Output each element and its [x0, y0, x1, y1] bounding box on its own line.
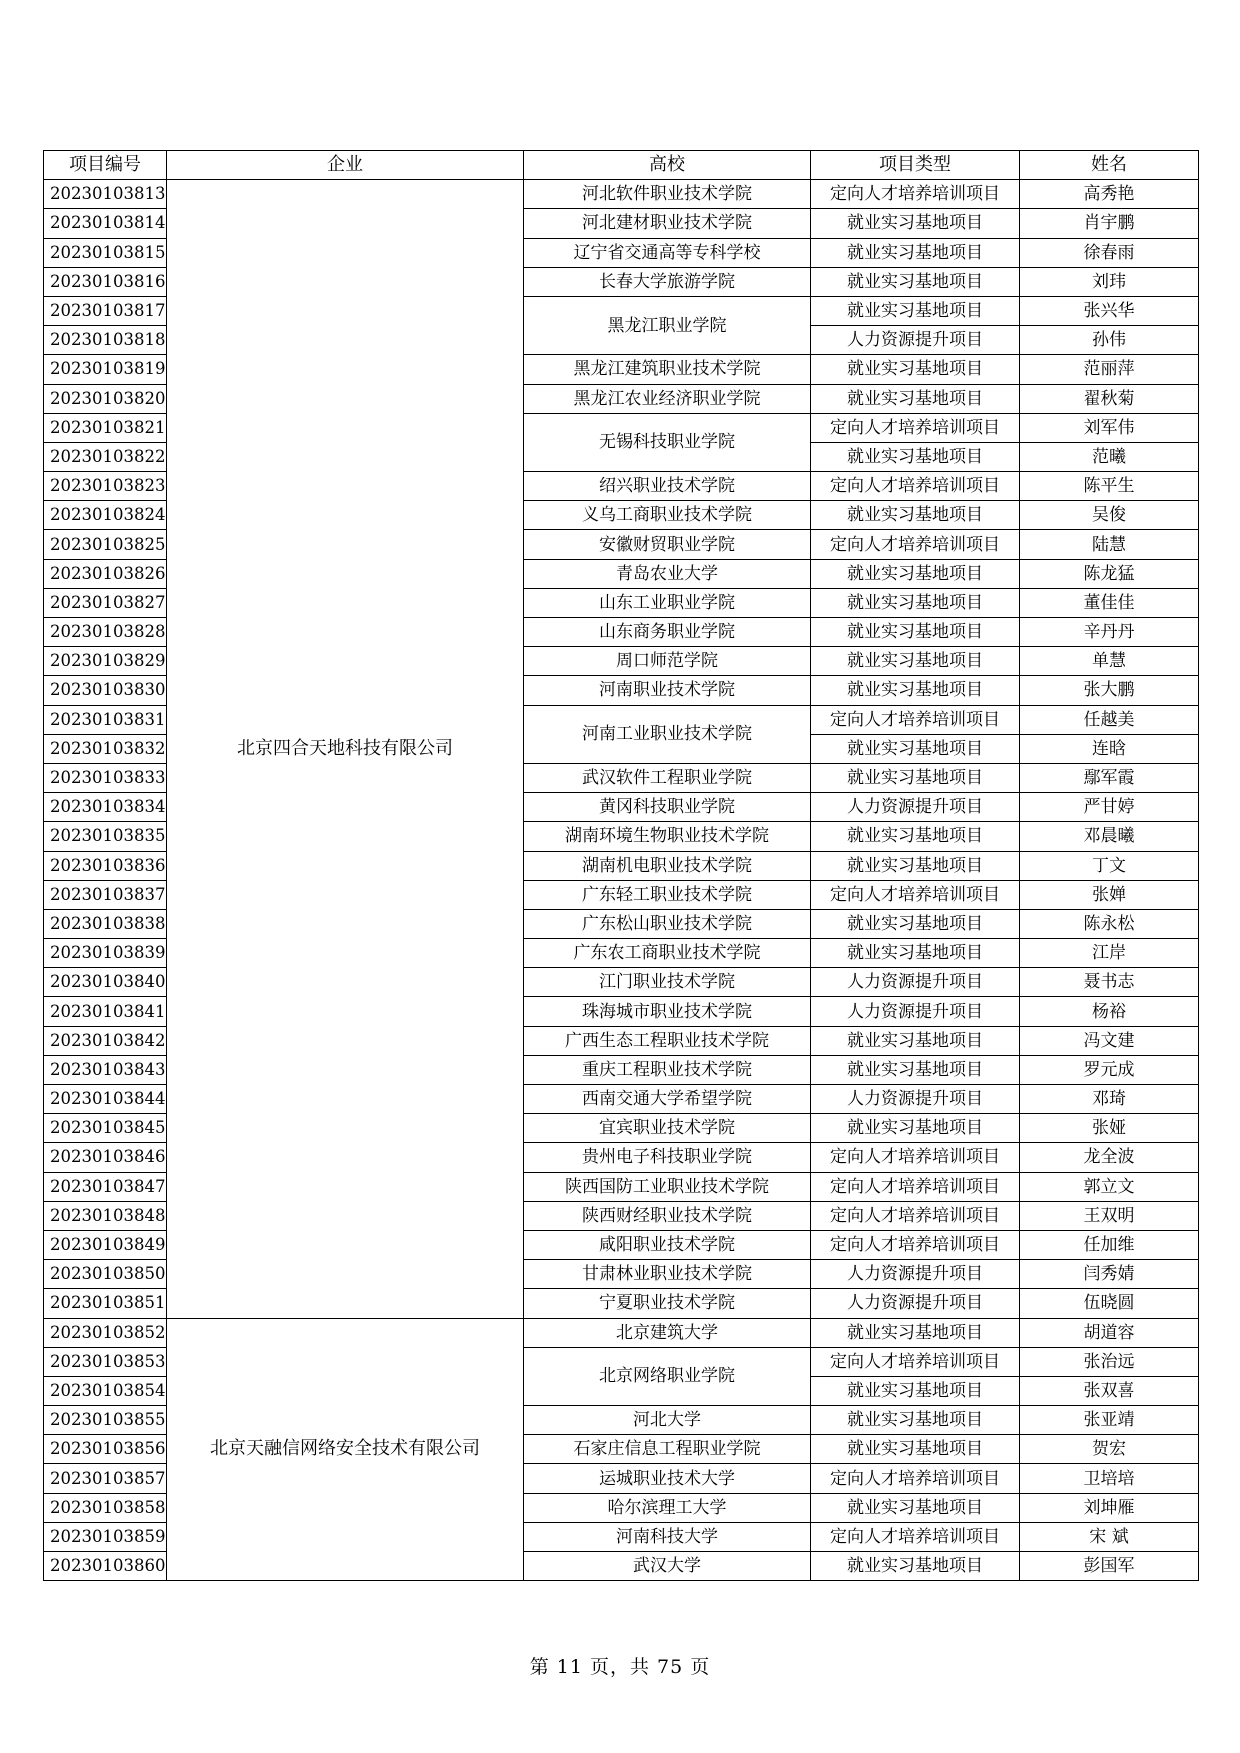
- project-table: [43, 150, 1199, 1581]
- project-type-cell: 定向人才培养培训项目: [811, 1172, 1020, 1201]
- school-cell: 北京网络职业学院: [524, 1347, 811, 1405]
- project-id-cell: 20230103854: [44, 1376, 167, 1405]
- project-type-cell: 人力资源提升项目: [811, 968, 1020, 997]
- project-id-cell: 20230103859: [44, 1522, 167, 1551]
- school-cell: 陕西国防工业职业技术学院: [524, 1172, 811, 1201]
- school-cell: 湖南机电职业技术学院: [524, 851, 811, 880]
- project-type-cell: 就业实习基地项目: [811, 1552, 1020, 1581]
- school-cell: 河南科技大学: [524, 1522, 811, 1551]
- project-type-cell: 就业实习基地项目: [811, 1114, 1020, 1143]
- project-id-cell: 20230103813: [44, 180, 167, 209]
- school-cell: 陕西财经职业技术学院: [524, 1201, 811, 1230]
- school-cell: 贵州电子科技职业学院: [524, 1143, 811, 1172]
- school-cell: 广西生态工程职业技术学院: [524, 1026, 811, 1055]
- project-type-cell: 人力资源提升项目: [811, 793, 1020, 822]
- school-cell: 绍兴职业技术学院: [524, 472, 811, 501]
- project-id-cell: 20230103851: [44, 1289, 167, 1318]
- school-cell: 山东商务职业学院: [524, 618, 811, 647]
- project-id-cell: 20230103845: [44, 1114, 167, 1143]
- project-id-cell: 20230103825: [44, 530, 167, 559]
- school-cell: 黑龙江建筑职业技术学院: [524, 355, 811, 384]
- project-id-cell: 20230103840: [44, 968, 167, 997]
- person-name-cell: 范曦: [1020, 442, 1199, 471]
- project-id-cell: 20230103822: [44, 442, 167, 471]
- person-name-cell: 吴俊: [1020, 501, 1199, 530]
- school-cell: 黑龙江农业经济职业学院: [524, 384, 811, 413]
- project-id-cell: 20230103860: [44, 1552, 167, 1581]
- person-name-cell: 张兴华: [1020, 296, 1199, 325]
- person-name-cell: 邓晨曦: [1020, 822, 1199, 851]
- project-type-cell: 就业实习基地项目: [811, 588, 1020, 617]
- person-name-cell: 闫秀婧: [1020, 1260, 1199, 1289]
- person-name-cell: 陈平生: [1020, 472, 1199, 501]
- project-id-cell: 20230103848: [44, 1201, 167, 1230]
- project-type-cell: 就业实习基地项目: [811, 763, 1020, 792]
- project-id-cell: 20230103835: [44, 822, 167, 851]
- project-type-cell: 就业实习基地项目: [811, 1406, 1020, 1435]
- project-type-cell: 定向人才培养培训项目: [811, 472, 1020, 501]
- project-id-cell: 20230103824: [44, 501, 167, 530]
- project-id-cell: 20230103827: [44, 588, 167, 617]
- project-id-cell: 20230103853: [44, 1347, 167, 1376]
- school-cell: 河北软件职业技术学院: [524, 180, 811, 209]
- project-type-cell: 定向人才培养培训项目: [811, 705, 1020, 734]
- project-id-cell: 20230103836: [44, 851, 167, 880]
- person-name-cell: 彭国军: [1020, 1552, 1199, 1581]
- person-name-cell: 宋 斌: [1020, 1522, 1199, 1551]
- person-name-cell: 范丽萍: [1020, 355, 1199, 384]
- header-company: 企业: [167, 151, 524, 180]
- school-cell: 西南交通大学希望学院: [524, 1085, 811, 1114]
- project-id-cell: 20230103843: [44, 1055, 167, 1084]
- project-id-cell: 20230103856: [44, 1435, 167, 1464]
- project-id-cell: 20230103820: [44, 384, 167, 413]
- school-cell: 黄冈科技职业学院: [524, 793, 811, 822]
- project-type-cell: 定向人才培养培训项目: [811, 1143, 1020, 1172]
- project-type-cell: 就业实习基地项目: [811, 355, 1020, 384]
- person-name-cell: 高秀艳: [1020, 180, 1199, 209]
- project-id-cell: 20230103831: [44, 705, 167, 734]
- school-cell: 黑龙江职业学院: [524, 296, 811, 354]
- person-name-cell: 翟秋菊: [1020, 384, 1199, 413]
- person-name-cell: 徐春雨: [1020, 238, 1199, 267]
- project-type-cell: 定向人才培养培训项目: [811, 1201, 1020, 1230]
- school-cell: 广东轻工职业技术学院: [524, 880, 811, 909]
- person-name-cell: 鄢军霞: [1020, 763, 1199, 792]
- project-id-cell: 20230103829: [44, 647, 167, 676]
- school-cell: 河南工业职业技术学院: [524, 705, 811, 763]
- project-id-cell: 20230103846: [44, 1143, 167, 1172]
- project-id-cell: 20230103842: [44, 1026, 167, 1055]
- person-name-cell: 江岸: [1020, 939, 1199, 968]
- project-type-cell: 人力资源提升项目: [811, 1085, 1020, 1114]
- school-cell: 运城职业技术大学: [524, 1464, 811, 1493]
- school-cell: 宜宾职业技术学院: [524, 1114, 811, 1143]
- project-id-cell: 20230103857: [44, 1464, 167, 1493]
- project-type-cell: 就业实习基地项目: [811, 676, 1020, 705]
- school-cell: 武汉大学: [524, 1552, 811, 1581]
- table-body: [44, 180, 1199, 1581]
- school-cell: 辽宁省交通高等专科学校: [524, 238, 811, 267]
- project-id-cell: 20230103849: [44, 1230, 167, 1259]
- project-type-cell: 就业实习基地项目: [811, 1055, 1020, 1084]
- person-name-cell: 任越美: [1020, 705, 1199, 734]
- project-id-cell: 20230103830: [44, 676, 167, 705]
- school-cell: 安徽财贸职业学院: [524, 530, 811, 559]
- school-cell: 河南职业技术学院: [524, 676, 811, 705]
- school-cell: 湖南环境生物职业技术学院: [524, 822, 811, 851]
- person-name-cell: 罗元成: [1020, 1055, 1199, 1084]
- school-cell: 宁夏职业技术学院: [524, 1289, 811, 1318]
- school-cell: 哈尔滨理工大学: [524, 1493, 811, 1522]
- project-type-cell: 定向人才培养培训项目: [811, 1464, 1020, 1493]
- school-cell: 长春大学旅游学院: [524, 267, 811, 296]
- person-name-cell: 连晗: [1020, 734, 1199, 763]
- person-name-cell: 张大鹏: [1020, 676, 1199, 705]
- school-cell: 无锡科技职业学院: [524, 413, 811, 471]
- project-id-cell: 20230103844: [44, 1085, 167, 1114]
- project-id-cell: 20230103832: [44, 734, 167, 763]
- school-cell: 武汉软件工程职业学院: [524, 763, 811, 792]
- person-name-cell: 冯文建: [1020, 1026, 1199, 1055]
- project-type-cell: 定向人才培养培训项目: [811, 530, 1020, 559]
- project-type-cell: 定向人才培养培训项目: [811, 413, 1020, 442]
- school-cell: 河北建材职业技术学院: [524, 209, 811, 238]
- project-id-cell: 20230103834: [44, 793, 167, 822]
- person-name-cell: 严甘婷: [1020, 793, 1199, 822]
- school-cell: 重庆工程职业技术学院: [524, 1055, 811, 1084]
- person-name-cell: 陈永松: [1020, 909, 1199, 938]
- project-type-cell: 就业实习基地项目: [811, 1318, 1020, 1347]
- project-type-cell: 定向人才培养培训项目: [811, 1522, 1020, 1551]
- person-name-cell: 丁文: [1020, 851, 1199, 880]
- project-id-cell: 20230103819: [44, 355, 167, 384]
- project-type-cell: 就业实习基地项目: [811, 1376, 1020, 1405]
- project-type-cell: 就业实习基地项目: [811, 734, 1020, 763]
- project-id-cell: 20230103852: [44, 1318, 167, 1347]
- school-cell: 广东农工商职业技术学院: [524, 939, 811, 968]
- school-cell: 河北大学: [524, 1406, 811, 1435]
- header-project-type: 项目类型: [811, 151, 1020, 180]
- project-type-cell: 就业实习基地项目: [811, 1435, 1020, 1464]
- person-name-cell: 张亚靖: [1020, 1406, 1199, 1435]
- school-cell: 咸阳职业技术学院: [524, 1230, 811, 1259]
- project-type-cell: 就业实习基地项目: [811, 442, 1020, 471]
- person-name-cell: 董佳佳: [1020, 588, 1199, 617]
- project-type-cell: 就业实习基地项目: [811, 209, 1020, 238]
- project-type-cell: 定向人才培养培训项目: [811, 1230, 1020, 1259]
- project-type-cell: 人力资源提升项目: [811, 1289, 1020, 1318]
- project-type-cell: 就业实习基地项目: [811, 238, 1020, 267]
- project-type-cell: 人力资源提升项目: [811, 326, 1020, 355]
- project-id-cell: 20230103821: [44, 413, 167, 442]
- table-header-row: [44, 151, 1199, 180]
- table-row: [44, 180, 1199, 209]
- school-cell: 青岛农业大学: [524, 559, 811, 588]
- project-type-cell: 定向人才培养培训项目: [811, 880, 1020, 909]
- person-name-cell: 任加维: [1020, 1230, 1199, 1259]
- header-school: 高校: [524, 151, 811, 180]
- project-type-cell: 就业实习基地项目: [811, 939, 1020, 968]
- project-type-cell: 就业实习基地项目: [811, 647, 1020, 676]
- project-id-cell: 20230103841: [44, 997, 167, 1026]
- person-name-cell: 肖宇鹏: [1020, 209, 1199, 238]
- person-name-cell: 邓琦: [1020, 1085, 1199, 1114]
- person-name-cell: 张娅: [1020, 1114, 1199, 1143]
- project-id-cell: 20230103837: [44, 880, 167, 909]
- school-cell: 山东工业职业学院: [524, 588, 811, 617]
- person-name-cell: 伍晓圆: [1020, 1289, 1199, 1318]
- project-id-cell: 20230103823: [44, 472, 167, 501]
- company-cell: 北京天融信网络安全技术有限公司: [167, 1318, 524, 1581]
- project-id-cell: 20230103838: [44, 909, 167, 938]
- project-type-cell: 就业实习基地项目: [811, 822, 1020, 851]
- project-type-cell: 就业实习基地项目: [811, 384, 1020, 413]
- person-name-cell: 胡道容: [1020, 1318, 1199, 1347]
- project-type-cell: 就业实习基地项目: [811, 618, 1020, 647]
- school-cell: 北京建筑大学: [524, 1318, 811, 1347]
- person-name-cell: 龙全波: [1020, 1143, 1199, 1172]
- person-name-cell: 刘玮: [1020, 267, 1199, 296]
- project-id-cell: 20230103850: [44, 1260, 167, 1289]
- person-name-cell: 张双喜: [1020, 1376, 1199, 1405]
- project-id-cell: 20230103828: [44, 618, 167, 647]
- project-id-cell: 20230103818: [44, 326, 167, 355]
- project-id-cell: 20230103815: [44, 238, 167, 267]
- person-name-cell: 王双明: [1020, 1201, 1199, 1230]
- school-cell: 石家庄信息工程职业学院: [524, 1435, 811, 1464]
- project-id-cell: 20230103826: [44, 559, 167, 588]
- project-type-cell: 定向人才培养培训项目: [811, 180, 1020, 209]
- person-name-cell: 陆慧: [1020, 530, 1199, 559]
- person-name-cell: 贺宏: [1020, 1435, 1199, 1464]
- project-id-cell: 20230103847: [44, 1172, 167, 1201]
- page-footer: 第 11 页，共 75 页: [529, 1656, 711, 1678]
- person-name-cell: 郭立文: [1020, 1172, 1199, 1201]
- company-cell: 北京四合天地科技有限公司: [167, 180, 524, 1318]
- project-type-cell: 定向人才培养培训项目: [811, 1347, 1020, 1376]
- school-cell: 珠海城市职业技术学院: [524, 997, 811, 1026]
- person-name-cell: 陈龙猛: [1020, 559, 1199, 588]
- project-type-cell: 就业实习基地项目: [811, 851, 1020, 880]
- person-name-cell: 辛丹丹: [1020, 618, 1199, 647]
- project-id-cell: 20230103855: [44, 1406, 167, 1435]
- project-id-cell: 20230103814: [44, 209, 167, 238]
- project-id-cell: 20230103858: [44, 1493, 167, 1522]
- person-name-cell: 聂书志: [1020, 968, 1199, 997]
- project-type-cell: 就业实习基地项目: [811, 1026, 1020, 1055]
- project-id-cell: 20230103817: [44, 296, 167, 325]
- project-type-cell: 人力资源提升项目: [811, 1260, 1020, 1289]
- header-name: 姓名: [1020, 151, 1199, 180]
- project-type-cell: 就业实习基地项目: [811, 296, 1020, 325]
- table-row: [44, 1318, 1199, 1347]
- project-type-cell: 就业实习基地项目: [811, 909, 1020, 938]
- header-project-id: 项目编号: [44, 151, 167, 180]
- school-cell: 周口师范学院: [524, 647, 811, 676]
- school-cell: 甘肃林业职业技术学院: [524, 1260, 811, 1289]
- school-cell: 广东松山职业技术学院: [524, 909, 811, 938]
- school-cell: 义乌工商职业技术学院: [524, 501, 811, 530]
- person-name-cell: 张治远: [1020, 1347, 1199, 1376]
- project-type-cell: 就业实习基地项目: [811, 1493, 1020, 1522]
- person-name-cell: 孙伟: [1020, 326, 1199, 355]
- person-name-cell: 杨裕: [1020, 997, 1199, 1026]
- project-type-cell: 人力资源提升项目: [811, 997, 1020, 1026]
- project-id-cell: 20230103833: [44, 763, 167, 792]
- person-name-cell: 刘坤雁: [1020, 1493, 1199, 1522]
- person-name-cell: 单慧: [1020, 647, 1199, 676]
- person-name-cell: 卫培培: [1020, 1464, 1199, 1493]
- person-name-cell: 张婵: [1020, 880, 1199, 909]
- project-id-cell: 20230103839: [44, 939, 167, 968]
- project-type-cell: 就业实习基地项目: [811, 501, 1020, 530]
- person-name-cell: 刘军伟: [1020, 413, 1199, 442]
- project-id-cell: 20230103816: [44, 267, 167, 296]
- project-type-cell: 就业实习基地项目: [811, 267, 1020, 296]
- project-type-cell: 就业实习基地项目: [811, 559, 1020, 588]
- school-cell: 江门职业技术学院: [524, 968, 811, 997]
